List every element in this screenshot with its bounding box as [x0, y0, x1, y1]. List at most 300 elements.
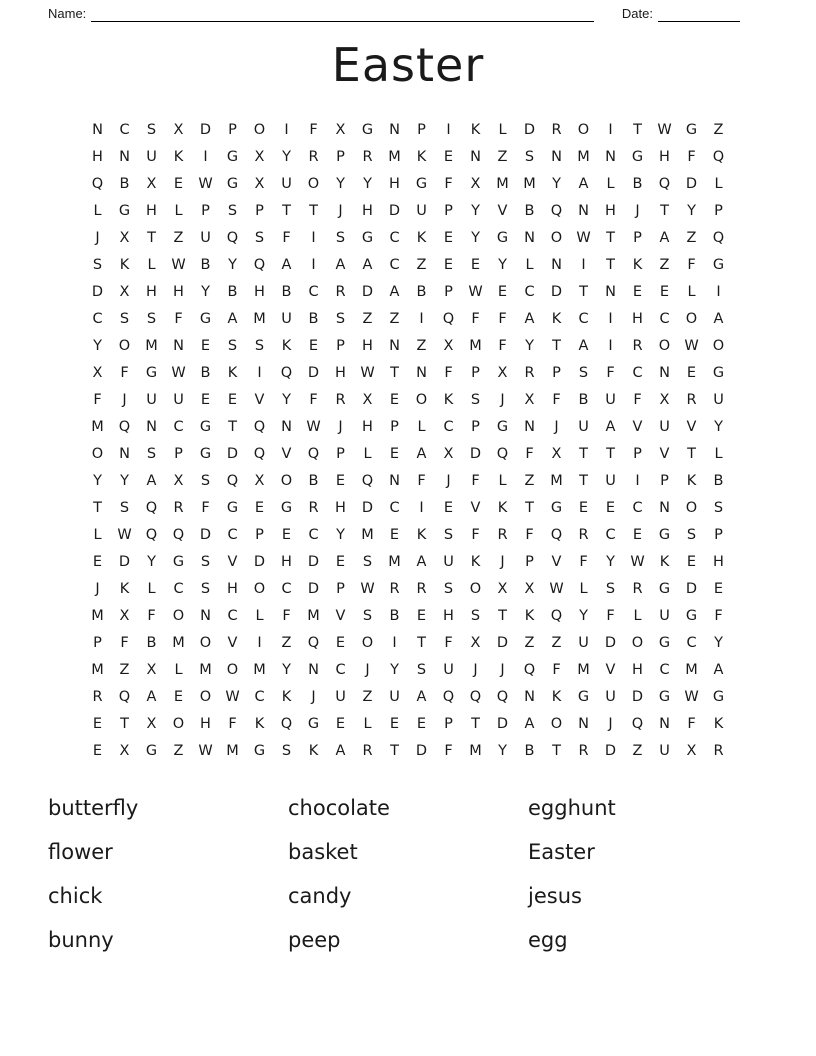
grid-letter: I: [446, 121, 451, 138]
grid-letter: D: [199, 526, 212, 543]
grid-letter: K: [443, 391, 454, 408]
grid-letter: O: [91, 445, 104, 462]
grid-letter: G: [658, 526, 671, 543]
grid-letter: Y: [579, 607, 588, 624]
grid-letter: O: [550, 715, 563, 732]
grid-letter: O: [199, 688, 212, 705]
grid-letter: T: [471, 715, 480, 732]
grid-letter: T: [498, 607, 507, 624]
grid-letter: E: [335, 553, 346, 570]
grid-letter: S: [470, 391, 481, 408]
grid-letter: E: [389, 715, 400, 732]
grid-letter: C: [389, 229, 400, 246]
grid-letter: M: [172, 634, 185, 651]
grid-letter: H: [659, 148, 670, 165]
grid-letter: X: [119, 283, 130, 300]
grid-letter: Z: [173, 229, 184, 246]
grid-letter: B: [200, 256, 211, 273]
grid-letter: R: [578, 742, 589, 759]
grid-letter: L: [147, 580, 156, 597]
grid-letter: H: [254, 283, 265, 300]
grid-letter: G: [712, 688, 725, 705]
grid-letter: S: [92, 256, 103, 273]
grid-letter: Y: [525, 337, 534, 354]
grid-letter: T: [282, 202, 291, 219]
grid-letter: R: [308, 499, 319, 516]
grid-letter: G: [658, 634, 671, 651]
grid-letter: D: [550, 283, 563, 300]
grid-letter: G: [199, 418, 212, 435]
grid-letter: F: [579, 553, 588, 570]
word-item: chocolate: [288, 796, 390, 820]
grid-letter: J: [338, 202, 343, 219]
grid-letter: A: [362, 256, 373, 273]
grid-letter: D: [307, 553, 320, 570]
grid-letter: E: [686, 553, 697, 570]
grid-letter: Z: [389, 310, 400, 327]
grid-letter: P: [336, 580, 345, 597]
grid-letter: J: [122, 391, 127, 408]
grid-letter: Q: [631, 715, 644, 732]
grid-letter: K: [632, 256, 643, 273]
grid-letter: S: [335, 310, 346, 327]
grid-letter: O: [307, 175, 320, 192]
grid-letter: A: [227, 310, 238, 327]
grid-letter: X: [524, 580, 535, 597]
grid-letter: D: [361, 283, 374, 300]
grid-letter: O: [226, 661, 239, 678]
grid-letter: B: [308, 472, 319, 489]
grid-letter: S: [119, 310, 130, 327]
grid-letter: P: [444, 715, 453, 732]
grid-letter: S: [281, 742, 292, 759]
grid-letter: N: [659, 715, 670, 732]
grid-letter: Q: [253, 445, 266, 462]
grid-letter: S: [254, 229, 265, 246]
grid-letter: E: [335, 634, 346, 651]
grid-letter: B: [146, 634, 157, 651]
grid-letter: G: [685, 121, 698, 138]
grid-letter: G: [172, 553, 185, 570]
grid-letter: C: [605, 526, 616, 543]
grid-letter: S: [146, 445, 157, 462]
grid-letter: C: [308, 526, 319, 543]
grid-letter: A: [146, 688, 157, 705]
grid-letter: K: [416, 229, 427, 246]
grid-letter: R: [416, 580, 427, 597]
grid-letter: T: [147, 229, 156, 246]
grid-letter: B: [416, 283, 427, 300]
grid-letter: L: [579, 580, 588, 597]
grid-letter: H: [92, 148, 103, 165]
grid-letter: D: [496, 715, 509, 732]
grid-letter: Q: [712, 229, 725, 246]
grid-letter: H: [632, 310, 643, 327]
grid-letter: S: [200, 580, 211, 597]
grid-letter: V: [659, 445, 670, 462]
grid-letter: F: [498, 337, 507, 354]
grid-letter: T: [579, 445, 588, 462]
grid-letter: P: [471, 364, 480, 381]
word-item: peep: [288, 928, 341, 952]
grid-letter: T: [228, 418, 237, 435]
grid-letter: A: [389, 283, 400, 300]
grid-letter: Q: [361, 472, 374, 489]
grid-letter: Q: [469, 688, 482, 705]
grid-letter: K: [686, 472, 697, 489]
grid-letter: R: [632, 580, 643, 597]
grid-letter: T: [417, 634, 426, 651]
grid-letter: I: [716, 283, 721, 300]
grid-letter: U: [146, 148, 157, 165]
grid-letter: I: [257, 364, 262, 381]
grid-letter: F: [687, 256, 696, 273]
grid-letter: N: [389, 337, 400, 354]
grid-letter: G: [307, 715, 320, 732]
grid-letter: E: [470, 256, 481, 273]
page-title: Easter: [331, 38, 485, 92]
grid-letter: M: [469, 337, 482, 354]
grid-letter: D: [415, 742, 428, 759]
grid-letter: Z: [713, 121, 724, 138]
grid-letter: K: [416, 148, 427, 165]
grid-letter: F: [525, 445, 534, 462]
grid-letter: N: [659, 364, 670, 381]
grid-letter: H: [389, 175, 400, 192]
grid-letter: A: [524, 310, 535, 327]
grid-letter: F: [309, 121, 318, 138]
grid-letter: C: [389, 499, 400, 516]
grid-letter: M: [307, 607, 320, 624]
grid-letter: F: [417, 472, 426, 489]
grid-letter: P: [471, 418, 480, 435]
grid-letter: X: [119, 229, 130, 246]
name-label: Name:: [48, 6, 87, 21]
word-list: [48, 786, 816, 962]
grid-letter: Y: [498, 256, 507, 273]
grid-letter: Y: [336, 175, 345, 192]
grid-letter: Q: [280, 715, 293, 732]
grid-letter: Q: [496, 688, 509, 705]
grid-letter: P: [228, 121, 237, 138]
grid-letter: K: [416, 526, 427, 543]
grid-letter: F: [201, 499, 210, 516]
grid-letter: K: [281, 688, 292, 705]
grid-letter: N: [551, 148, 562, 165]
grid-letter: N: [524, 229, 535, 246]
grid-letter: C: [119, 121, 130, 138]
grid-letter: F: [228, 715, 237, 732]
grid-letter: Z: [281, 634, 292, 651]
grid-letter: Y: [498, 742, 507, 759]
word-item: egg: [528, 928, 568, 952]
grid-letter: O: [577, 121, 590, 138]
grid-letter: N: [389, 121, 400, 138]
grid-letter: N: [389, 472, 400, 489]
grid-letter: W: [468, 283, 483, 300]
grid-letter: U: [713, 391, 724, 408]
grid-letter: X: [173, 121, 184, 138]
grid-letter: K: [281, 337, 292, 354]
grid-letter: Y: [363, 175, 372, 192]
grid-letter: X: [551, 445, 562, 462]
grid-letter: R: [92, 688, 103, 705]
grid-letter: D: [118, 553, 131, 570]
grid-letter: N: [578, 202, 589, 219]
grid-letter: X: [443, 445, 454, 462]
grid-letter: O: [253, 580, 266, 597]
grid-letter: S: [146, 310, 157, 327]
grid-letter: M: [253, 661, 266, 678]
grid-letter: Q: [550, 202, 563, 219]
grid-letter: P: [444, 202, 453, 219]
grid-letter: S: [578, 364, 589, 381]
grid-letter: C: [443, 418, 454, 435]
grid-letter: D: [388, 202, 401, 219]
grid-letter: Q: [550, 526, 563, 543]
grid-letter: Q: [658, 175, 671, 192]
grid-letter: H: [362, 337, 373, 354]
grid-letter: E: [92, 715, 103, 732]
grid-letter: G: [253, 742, 266, 759]
grid-letter: A: [659, 229, 670, 246]
grid-letter: W: [198, 175, 213, 192]
grid-letter: M: [577, 661, 590, 678]
grid-letter: P: [93, 634, 102, 651]
word-item: bunny: [48, 928, 114, 952]
grid-letter: O: [253, 121, 266, 138]
grid-letter: K: [551, 688, 562, 705]
grid-letter: H: [362, 202, 373, 219]
grid-letter: J: [446, 472, 451, 489]
grid-letter: G: [712, 364, 725, 381]
date-label: Date:: [621, 6, 653, 21]
grid-letter: X: [92, 364, 103, 381]
grid-letter: Q: [91, 175, 104, 192]
grid-letter: E: [389, 391, 400, 408]
grid-letter: L: [606, 175, 615, 192]
grid-letter: U: [200, 229, 211, 246]
grid-letter: X: [146, 175, 157, 192]
grid-letter: S: [335, 229, 346, 246]
grid-letter: M: [685, 661, 698, 678]
grid-letter: I: [311, 256, 316, 273]
grid-letter: F: [120, 364, 129, 381]
grid-letter: G: [631, 148, 644, 165]
grid-letter: F: [552, 391, 561, 408]
word-item: chick: [48, 884, 103, 908]
grid-letter: W: [657, 121, 672, 138]
grid-letter: X: [146, 715, 157, 732]
grid-letter: Y: [93, 337, 102, 354]
grid-letter: S: [524, 148, 535, 165]
grid-letter: Y: [606, 553, 615, 570]
grid-letter: O: [658, 337, 671, 354]
grid-letter: O: [199, 634, 212, 651]
grid-letter: C: [335, 661, 346, 678]
grid-letter: F: [444, 634, 453, 651]
grid-letter: F: [282, 607, 291, 624]
grid-letter: A: [335, 742, 346, 759]
grid-letter: E: [632, 526, 643, 543]
grid-letter: Q: [307, 445, 320, 462]
grid-letter: O: [172, 715, 185, 732]
grid-letter: M: [523, 175, 536, 192]
grid-letter: O: [550, 229, 563, 246]
grid-letter: Q: [145, 526, 158, 543]
grid-letter: N: [659, 499, 670, 516]
grid-letter: M: [91, 418, 104, 435]
grid-letter: L: [174, 202, 183, 219]
grid-letter: K: [470, 553, 481, 570]
grid-letter: T: [687, 445, 696, 462]
grid-letter: M: [361, 526, 374, 543]
grid-letter: L: [93, 202, 102, 219]
grid-letter: G: [199, 445, 212, 462]
grid-letter: I: [608, 337, 613, 354]
grid-letter: E: [173, 688, 184, 705]
grid-letter: D: [307, 580, 320, 597]
grid-letter: T: [606, 229, 615, 246]
grid-letter: B: [119, 175, 130, 192]
date-blank-line: [658, 6, 740, 22]
grid-letter: R: [362, 148, 373, 165]
grid-letter: Q: [442, 688, 455, 705]
grid-letter: V: [605, 661, 616, 678]
grid-letter: U: [416, 202, 427, 219]
grid-letter: O: [712, 337, 725, 354]
grid-letter: S: [227, 337, 238, 354]
word-item: basket: [288, 840, 358, 864]
grid-letter: H: [362, 418, 373, 435]
grid-letter: P: [174, 445, 183, 462]
grid-letter: R: [578, 526, 589, 543]
word-search-grid: [84, 116, 732, 764]
grid-letter: I: [203, 148, 208, 165]
grid-letter: Z: [524, 472, 535, 489]
grid-letter: Y: [687, 202, 696, 219]
grid-letter: V: [254, 391, 265, 408]
grid-letter: N: [281, 418, 292, 435]
grid-letter: A: [335, 256, 346, 273]
grid-letter: X: [524, 391, 535, 408]
grid-letter: Q: [118, 418, 131, 435]
grid-letter: M: [496, 175, 509, 192]
grid-letter: T: [606, 256, 615, 273]
grid-letter: C: [173, 418, 184, 435]
grid-letter: Y: [147, 553, 156, 570]
grid-letter: T: [633, 121, 642, 138]
grid-letter: U: [659, 607, 670, 624]
grid-letter: M: [145, 337, 158, 354]
grid-letter: Q: [253, 256, 266, 273]
grid-letter: B: [578, 391, 589, 408]
grid-letter: Y: [471, 202, 480, 219]
grid-letter: Y: [228, 256, 237, 273]
grid-letter: J: [500, 391, 505, 408]
grid-letter: V: [227, 634, 238, 651]
grid-letter: P: [714, 202, 723, 219]
grid-letter: J: [608, 715, 613, 732]
grid-letter: D: [469, 445, 482, 462]
grid-letter: C: [281, 580, 292, 597]
grid-letter: I: [608, 310, 613, 327]
grid-letter: D: [604, 634, 617, 651]
grid-letter: F: [714, 607, 723, 624]
grid-letter: S: [713, 499, 724, 516]
grid-letter: L: [174, 661, 183, 678]
grid-letter: R: [713, 742, 724, 759]
grid-letter: U: [389, 688, 400, 705]
grid-letter: Z: [416, 337, 427, 354]
grid-letter: E: [578, 499, 589, 516]
grid-letter: O: [280, 472, 293, 489]
grid-letter: U: [335, 688, 346, 705]
grid-letter: F: [309, 391, 318, 408]
grid-letter: R: [362, 742, 373, 759]
grid-letter: T: [390, 364, 399, 381]
grid-letter: F: [174, 310, 183, 327]
grid-letter: S: [119, 499, 130, 516]
grid-letter: U: [605, 391, 616, 408]
grid-letter: I: [284, 121, 289, 138]
grid-letter: K: [470, 121, 481, 138]
grid-letter: E: [92, 553, 103, 570]
grid-letter: B: [524, 742, 535, 759]
grid-letter: U: [605, 688, 616, 705]
grid-letter: X: [470, 175, 481, 192]
grid-letter: R: [389, 580, 400, 597]
grid-letter: E: [254, 499, 265, 516]
grid-letter: D: [361, 499, 374, 516]
grid-letter: A: [713, 661, 724, 678]
grid-letter: R: [632, 337, 643, 354]
grid-letter: C: [686, 634, 697, 651]
grid-letter: Q: [172, 526, 185, 543]
grid-letter: U: [659, 742, 670, 759]
grid-letter: Y: [471, 229, 480, 246]
grid-letter: F: [471, 472, 480, 489]
grid-letter: F: [147, 607, 156, 624]
grid-letter: G: [226, 148, 239, 165]
grid-letter: M: [469, 742, 482, 759]
grid-letter: Y: [120, 472, 129, 489]
grid-letter: T: [525, 499, 534, 516]
grid-letter: G: [361, 229, 374, 246]
grid-letter: X: [254, 175, 265, 192]
grid-letter: H: [146, 202, 157, 219]
grid-letter: G: [280, 499, 293, 516]
grid-letter: N: [470, 148, 481, 165]
grid-letter: K: [308, 742, 319, 759]
grid-letter: U: [281, 175, 292, 192]
grid-letter: G: [145, 742, 158, 759]
grid-letter: R: [173, 499, 184, 516]
grid-letter: E: [416, 607, 427, 624]
grid-letter: R: [686, 391, 697, 408]
grid-letter: M: [388, 553, 401, 570]
grid-letter: Q: [253, 418, 266, 435]
grid-letter: F: [282, 229, 291, 246]
grid-letter: M: [253, 310, 266, 327]
grid-letter: R: [308, 148, 319, 165]
grid-letter: E: [713, 580, 724, 597]
grid-letter: N: [605, 283, 616, 300]
grid-letter: Y: [714, 634, 723, 651]
grid-letter: G: [496, 229, 509, 246]
grid-letter: N: [551, 256, 562, 273]
grid-letter: V: [227, 553, 238, 570]
